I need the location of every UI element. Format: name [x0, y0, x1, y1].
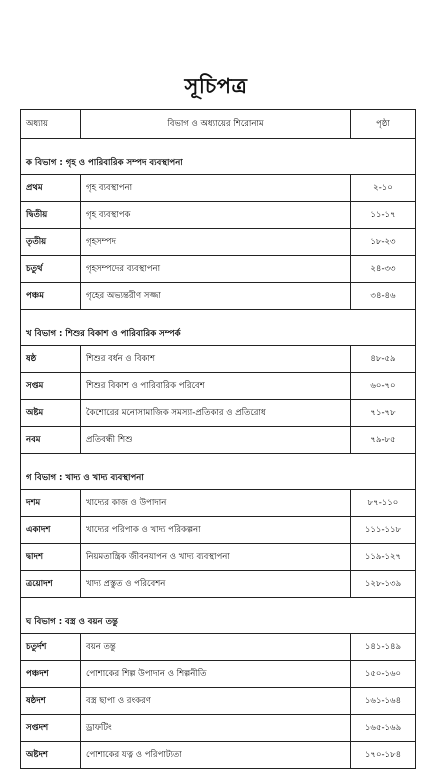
chapter-cell: নবম	[21, 427, 81, 454]
section-heading-row	[21, 139, 416, 175]
page-title: সূচিপত্র	[184, 74, 248, 98]
chapter-cell: দশম	[21, 490, 81, 517]
chapter-cell: দ্বিতীয়	[21, 202, 81, 229]
table-row	[21, 427, 416, 454]
pages-cell: ১১১-১১৮	[351, 517, 416, 544]
topic-cell: বয়ন তন্তু	[81, 634, 351, 661]
pages-cell: ৬০-৭০	[351, 373, 416, 400]
topic-cell: পোশাকের যত্ন ও পরিপাট্যতা	[81, 742, 351, 769]
section-heading-row	[21, 598, 416, 634]
topic-cell: ড্রাফটিং	[81, 715, 351, 742]
topic-cell: গৃহ ব্যবস্থাপক	[81, 202, 351, 229]
chapter-cell: পঞ্চদশ	[21, 661, 81, 688]
section-heading: গ বিভাগ : খাদ্য ও খাদ্য ব্যবস্থাপনা	[21, 454, 416, 490]
pages-cell: ২-১০	[351, 175, 416, 202]
pages-cell: ১৭০-১৮৪	[351, 742, 416, 769]
topic-cell: বস্ত্র ছাপা ও রংকরণ	[81, 688, 351, 715]
header-topic: বিভাগ ও অধ্যায়ের শিরোনাম	[81, 110, 351, 139]
table-row	[21, 373, 416, 400]
table-of-contents	[20, 109, 416, 769]
table-row	[21, 283, 416, 310]
table-row	[21, 661, 416, 688]
chapter-cell: দ্বাদশ	[21, 544, 81, 571]
table-row	[21, 688, 416, 715]
pages-cell: ১৬১-১৬৪	[351, 688, 416, 715]
toc-body	[21, 110, 416, 769]
table-row	[21, 634, 416, 661]
pages-cell: ৭১-৭৮	[351, 400, 416, 427]
pages-cell: ১৫০-১৬০	[351, 661, 416, 688]
topic-cell: পোশাকের শিল্প উপাদান ও শিল্পনীতি	[81, 661, 351, 688]
section-heading-row	[21, 454, 416, 490]
chapter-cell: প্রথম	[21, 175, 81, 202]
chapter-cell: ত্রয়োদশ	[21, 571, 81, 598]
pages-cell: ৩৪-৪৬	[351, 283, 416, 310]
table-row	[21, 346, 416, 373]
section-heading: ঘ বিভাগ : বস্ত্র ও বয়ন তন্তু	[21, 598, 416, 634]
header-chapter: অধ্যায়	[21, 110, 81, 139]
table-row	[21, 229, 416, 256]
pages-cell: ১২৮-১৩৯	[351, 571, 416, 598]
pages-cell: ১৪১-১৪৯	[351, 634, 416, 661]
chapter-cell: চতুর্থ	[21, 256, 81, 283]
topic-cell: গৃহসম্পদ	[81, 229, 351, 256]
pages-cell: ৭৯-৮৫	[351, 427, 416, 454]
chapter-cell: অষ্টদশ	[21, 742, 81, 769]
chapter-cell: ষষ্ঠ	[21, 346, 81, 373]
chapter-cell: একাদশ	[21, 517, 81, 544]
topic-cell: খাদ্যের পরিপাক ও খাদ্য পরিকল্পনা	[81, 517, 351, 544]
topic-cell: শিশুর বর্ধন ও বিকাশ	[81, 346, 351, 373]
section-heading: খ বিভাগ : শিশুর বিকাশ ও পারিবারিক সম্পর্ক	[21, 310, 416, 346]
chapter-cell: অষ্টম	[21, 400, 81, 427]
table-row	[21, 544, 416, 571]
table-row	[21, 175, 416, 202]
topic-cell: খাদ্য প্রস্তুত ও পরিবেশন	[81, 571, 351, 598]
chapter-cell: তৃতীয়	[21, 229, 81, 256]
table-row	[21, 400, 416, 427]
pages-cell: ২৪-৩৩	[351, 256, 416, 283]
topic-cell: কৈশোরের মনোসামাজিক সমস্যা-প্রতিকার ও প্রতিরোধ	[81, 400, 351, 427]
topic-cell: খাদ্যের কাজ ও উপাদান	[81, 490, 351, 517]
topic-cell: গৃহের অভ্যন্তরীণ সজ্জা	[81, 283, 351, 310]
topic-cell: গৃহসম্পদের ব্যবস্থাপনা	[81, 256, 351, 283]
pages-cell: ৪৮-৫৯	[351, 346, 416, 373]
chapter-cell: ষষ্ঠদশ	[21, 688, 81, 715]
table-row	[21, 715, 416, 742]
table-row	[21, 571, 416, 598]
table-header-row	[21, 110, 416, 139]
pages-cell: ১১-১৭	[351, 202, 416, 229]
pages-cell: ১১৯-১২৭	[351, 544, 416, 571]
table-row	[21, 742, 416, 769]
table-row	[21, 256, 416, 283]
table-row	[21, 517, 416, 544]
topic-cell: গৃহ ব্যবস্থাপনা	[81, 175, 351, 202]
pages-cell: ১৬৫-১৬৯	[351, 715, 416, 742]
section-heading-row	[21, 310, 416, 346]
header-page: পৃষ্ঠা	[351, 110, 416, 139]
topic-cell: নিয়মতান্ত্রিক জীবনযাপন ও খাদ্য ব্যবস্থাপনা	[81, 544, 351, 571]
table-row	[21, 490, 416, 517]
pages-cell: ১৮-২৩	[351, 229, 416, 256]
chapter-cell: সপ্তদশ	[21, 715, 81, 742]
chapter-cell: চতুর্দশ	[21, 634, 81, 661]
table-row	[21, 202, 416, 229]
chapter-cell: পঞ্চম	[21, 283, 81, 310]
section-heading: ক বিভাগ : গৃহ ও পারিবারিক সম্পদ ব্যবস্থাপনা	[21, 139, 416, 175]
topic-cell: শিশুর বিকাশ ও পারিবারিক পরিবেশ	[81, 373, 351, 400]
topic-cell: প্রতিবন্ধী শিশু	[81, 427, 351, 454]
pages-cell: ৮৭-১১০	[351, 490, 416, 517]
chapter-cell: সপ্তম	[21, 373, 81, 400]
